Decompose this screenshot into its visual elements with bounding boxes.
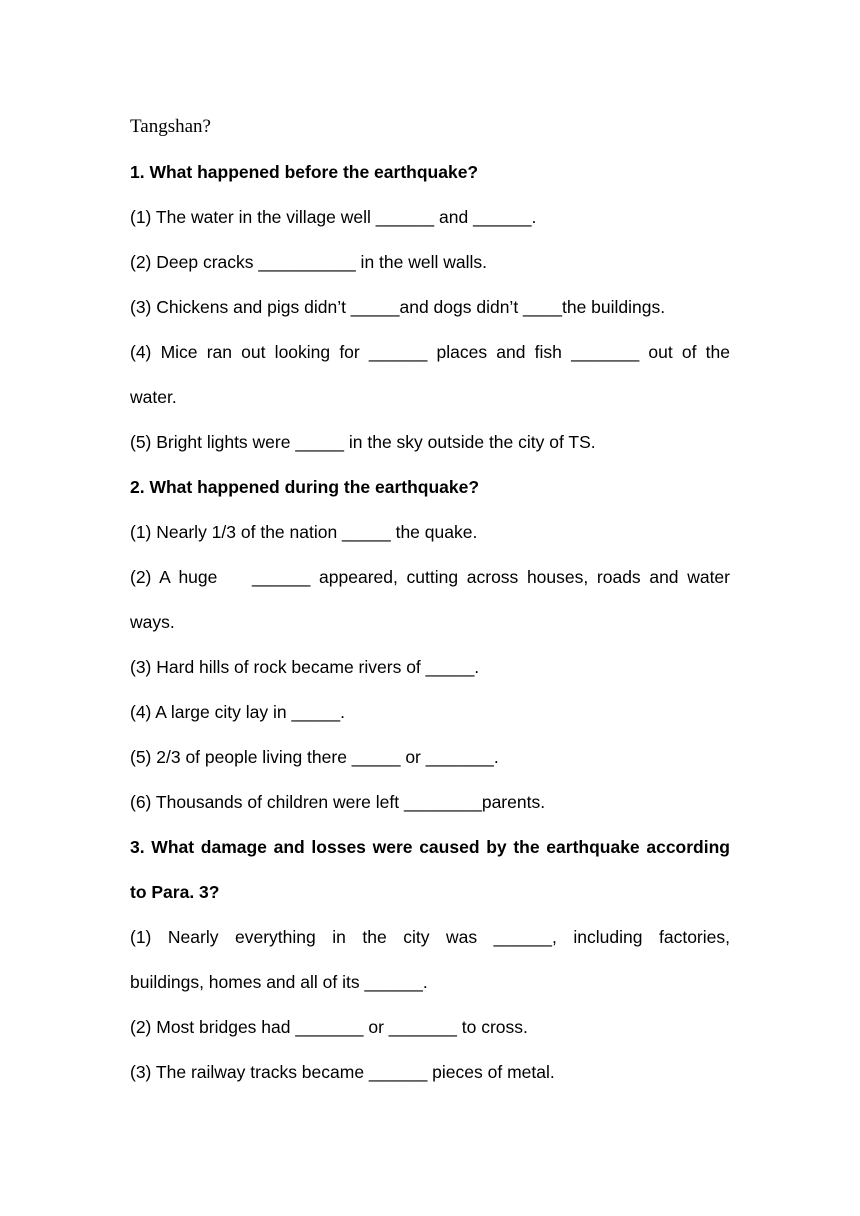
section3-heading-line2: to Para. 3?	[130, 882, 220, 902]
section1-heading: 1. What happened before the earthquake?	[130, 162, 479, 182]
section1-item-1: (1) The water in the village well ______ and ______.	[130, 207, 537, 227]
section3-item-1-cont: buildings, homes and all of its ______.	[130, 972, 428, 992]
section2-item-3: (3) Hard hills of rock became rivers of _____.	[130, 657, 480, 677]
section1-item-4-cont: water.	[130, 387, 177, 407]
section1-item-5: (5) Bright lights were _____ in the sky outside the city of TS.	[130, 432, 596, 452]
section1-item-3: (3) Chickens and pigs didn’t _____and dogs didn’t ____the buildings.	[130, 297, 666, 317]
section1-item-4: (4) Mice ran out looking for ______ places and fish _______ out of the	[130, 342, 730, 362]
section2-item-2: (2) A huge ______ appeared, cutting across houses, roads and water	[130, 567, 730, 587]
intro-text: Tangshan?	[130, 116, 211, 137]
section2-item-1: (1) Nearly 1/3 of the nation _____ the quake.	[130, 522, 478, 542]
section3-item-3: (3) The railway tracks became ______ pieces of metal.	[130, 1062, 555, 1082]
section1-item-2: (2) Deep cracks __________ in the well walls.	[130, 252, 487, 272]
section2-item-4: (4) A large city lay in _____.	[130, 702, 345, 722]
section3-item-1: (1) Nearly everything in the city was ______, including factories,	[130, 927, 730, 947]
section2-item-5: (5) 2/3 of people living there _____ or _______.	[130, 747, 499, 767]
section3-item-2: (2) Most bridges had _______ or _______ to cross.	[130, 1017, 528, 1037]
section2-item-2-cont: ways.	[130, 612, 175, 632]
section3-heading-line1: 3. What damage and losses were caused by the earthquake according	[130, 837, 730, 857]
section2-heading: 2. What happened during the earthquake?	[130, 477, 480, 497]
section2-item-6: (6) Thousands of children were left ________parents.	[130, 792, 546, 812]
